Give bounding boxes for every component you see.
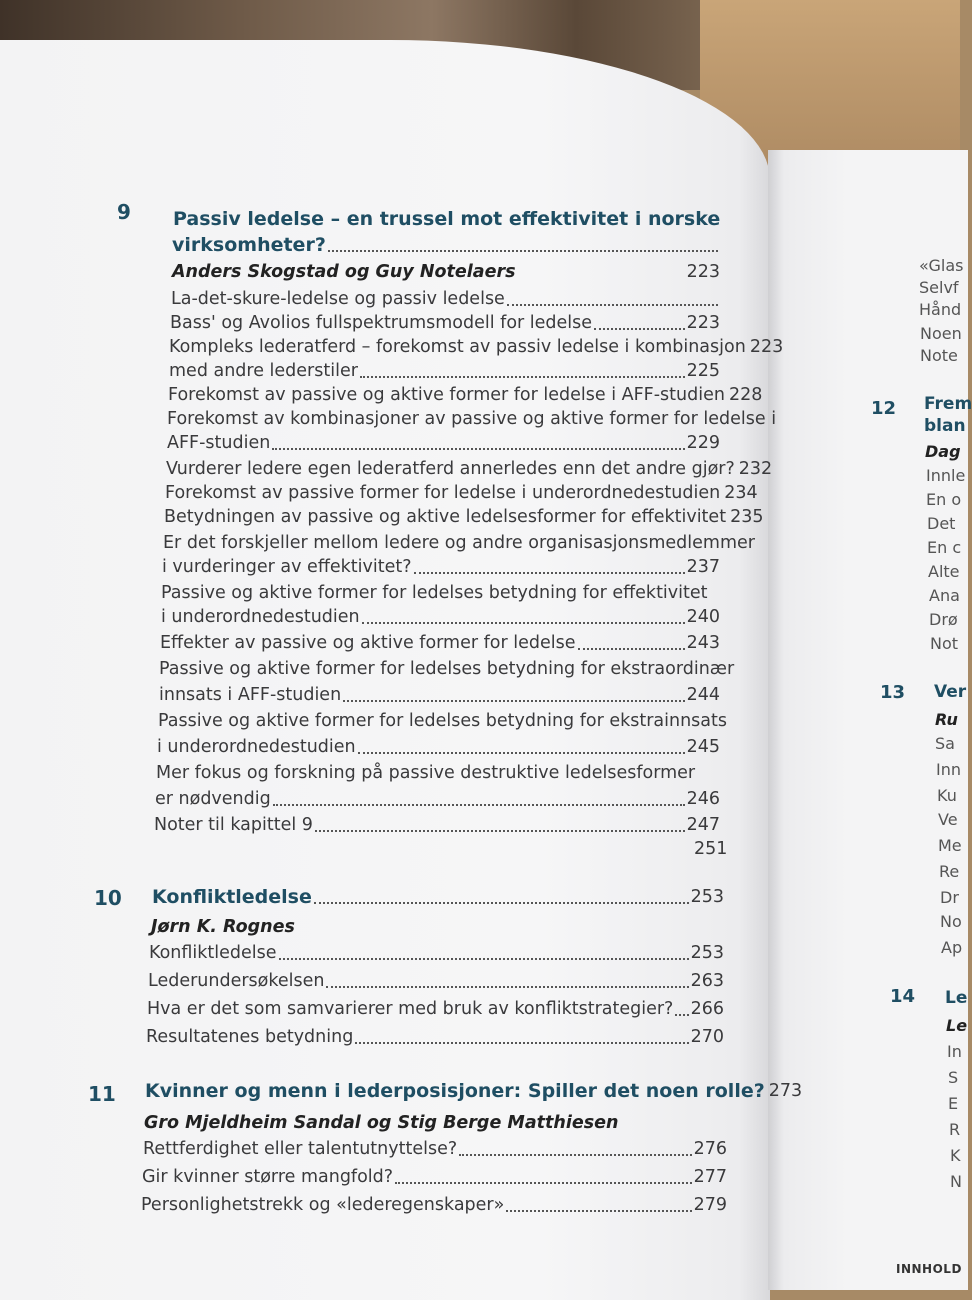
chapter-title-row: Kvinner og menn i lederposisjoner: Spiller det noen rolle? 273 xyxy=(145,1080,803,1102)
chapter-number: 11 xyxy=(88,1082,116,1106)
toc-entry: Passive og aktive former for ledelses betydning for ekstrainnsats xyxy=(158,711,728,731)
chapter-title-row xyxy=(172,234,720,256)
chapter-author: Le xyxy=(946,1016,968,1035)
chapter-number: 14 xyxy=(890,986,916,1007)
toc-entry: Forekomst av passive former for ledelse i underordnedestudien 234 xyxy=(165,483,758,503)
toc-entry: Bass' og Avolios fullspektrumsmodell for ledelse 223 xyxy=(170,313,720,333)
chapter-author: Gro Mjeldheim Sandal og Stig Berge Matthiesen xyxy=(144,1113,619,1133)
toc-entry: Passive og aktive former for ledelses betydning for effektivitet xyxy=(161,583,708,603)
toc-entry: AFF-studien 229 xyxy=(167,433,720,453)
toc-entry: Konfliktledelse 253 xyxy=(149,943,724,963)
chapter-title: Passiv ledelse – en trussel mot effektivitet i norske xyxy=(173,208,721,230)
chapter-number: 9 xyxy=(117,200,131,224)
toc-entry: Effekter av passive og aktive former for ledelse 243 xyxy=(160,633,720,653)
chapter-author: Ru xyxy=(935,710,958,729)
toc-entry: er nødvendig 246 xyxy=(155,789,720,809)
toc-entry: Mer fokus og forskning på passive destruktive ledelsesformer xyxy=(156,763,696,783)
toc-entry: i vurderinger av effektivitet? 237 xyxy=(162,557,720,577)
chapter-title: Ver xyxy=(934,682,967,702)
toc-entry: Gir kvinner større mangfold? 277 xyxy=(142,1167,727,1187)
chapter-title: blan xyxy=(924,416,966,436)
chapter-number: 13 xyxy=(880,682,906,703)
chapter-title: Le xyxy=(945,988,968,1008)
chapter-title-row: Konfliktledelse 253 xyxy=(152,886,724,908)
chapter-number: 12 xyxy=(871,398,897,419)
toc-entry: Resultatenes betydning 270 xyxy=(146,1027,724,1047)
page-number: 251 xyxy=(694,839,728,859)
toc-entry: i underordnedestudien 240 xyxy=(161,607,720,627)
toc-entry: Forekomst av kombinasjoner av passive og aktive former for ledelse i xyxy=(167,409,777,429)
toc-entry: Hva er det som samvarierer med bruk av konfliktstrategier? 266 xyxy=(147,999,724,1019)
toc-entry: Er det forskjeller mellom ledere og andre organisasjonsmedlemmer xyxy=(163,533,755,553)
chapter-author: Dag xyxy=(925,442,961,461)
toc-entry: Kompleks lederatferd – forekomst av passiv ledelse i kombinasjon 223 xyxy=(169,337,784,357)
toc-entry: Passive og aktive former for ledelses betydning for ekstraordinær xyxy=(159,659,735,679)
dot-leader xyxy=(328,250,718,252)
toc-entry: i underordnedestudien 245 xyxy=(157,737,720,757)
toc-entry: Lederundersøkelsen 263 xyxy=(148,971,724,991)
toc-entry: Personlighetstrekk og «lederegenskaper» 279 xyxy=(141,1195,727,1215)
chapter-author: Anders Skogstad og Guy Notelaers xyxy=(172,262,516,282)
toc-entry: Forekomst av passive og aktive former for ledelse i AFF-studien 228 xyxy=(168,385,763,405)
chapter-author-row xyxy=(172,261,720,283)
chapter-title: Kvinner og menn i lederposisjoner: Spiller det noen rolle? xyxy=(145,1080,765,1102)
running-footer: INNHOLD xyxy=(896,1262,962,1276)
chapter-title-line2: virksomheter? xyxy=(172,234,326,256)
toc-entry: innsats i AFF-studien 244 xyxy=(159,685,720,705)
toc-entry: Betydningen av passive og aktive ledelsesformer for effektivitet 235 xyxy=(164,507,764,527)
toc-entry: med andre lederstiler 225 xyxy=(169,361,720,381)
toc-entry: La-det-skure-ledelse og passiv ledelse xyxy=(171,288,720,310)
toc-entry: Noter til kapittel 9 247 xyxy=(154,815,720,835)
page-number: 223 xyxy=(686,262,720,282)
toc-entry: Rettferdighet eller talentutnyttelse? 276 xyxy=(143,1139,727,1159)
chapter-title: Frem xyxy=(924,394,972,414)
chapter-author: Jørn K. Rognes xyxy=(151,917,295,937)
chapter-title: Konfliktledelse xyxy=(152,886,312,908)
chapter-number: 10 xyxy=(94,886,122,910)
toc-entry: Vurderer ledere egen lederatferd annerledes enn det andre gjør? 232 xyxy=(166,459,773,479)
